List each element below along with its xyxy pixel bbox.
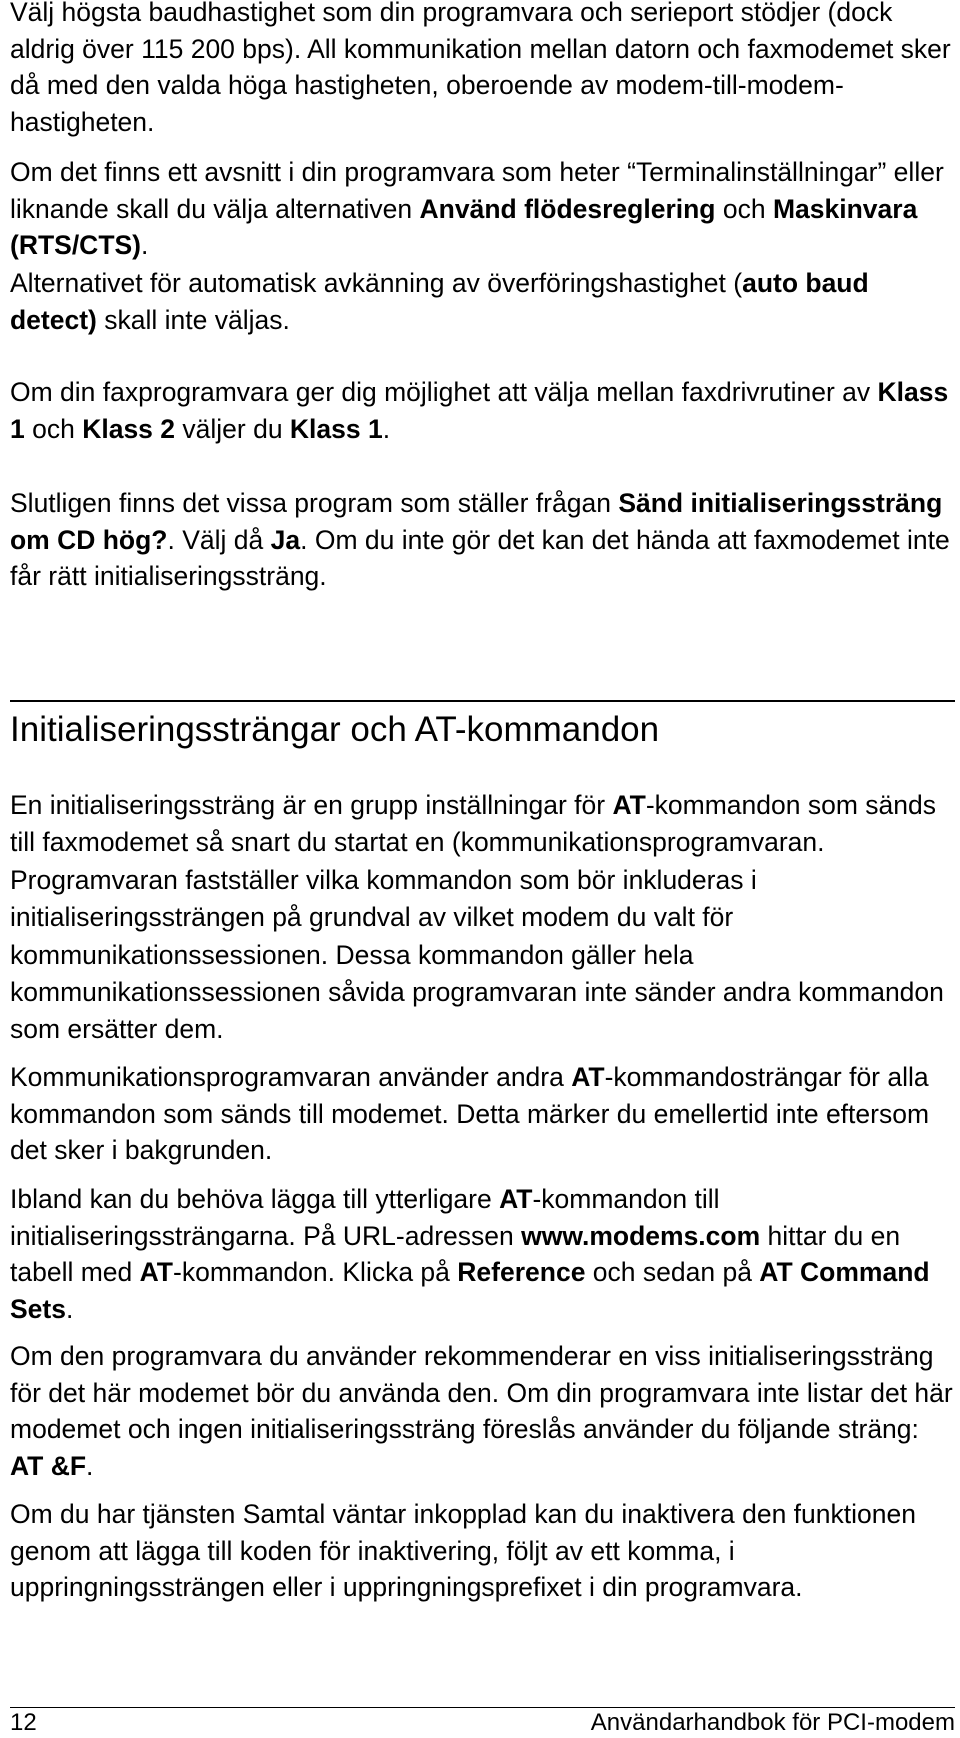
bold-term-url: www.modems.com (521, 1220, 761, 1251)
bold-term-at: AT (571, 1062, 605, 1092)
paragraph-fax-class (10, 374, 955, 447)
paragraph-auto-baud (10, 265, 955, 338)
bold-term-at-command-sets: AT Command Sets (10, 1257, 930, 1324)
paragraph-call-waiting (10, 1496, 955, 1606)
bold-term-flow-control: Använd flödesreglering (419, 193, 716, 224)
text: Slutligen finns det vissa program som ställer frågan (10, 488, 619, 518)
text: Om din faxprogramvara ger dig möjlighet att välja mellan faxdrivrutiner av (10, 377, 878, 407)
text: . Välj då (167, 524, 271, 555)
text: hittar du en tabell med (10, 1220, 901, 1287)
text: En initialiseringssträng är en grupp inställningar för (10, 790, 613, 820)
page-number: 12 (10, 1709, 37, 1736)
manual-title: Användarhandbok för PCI-modem (590, 1709, 955, 1736)
bold-term-at: AT (612, 790, 646, 820)
bold-term-at: AT (499, 1184, 533, 1214)
bold-term-at: AT (139, 1257, 173, 1287)
text: . (141, 230, 149, 260)
text: -kommandon. Klicka på (173, 1257, 458, 1287)
paragraph-recommended-init-string (10, 1338, 955, 1484)
bold-term-yes: Ja (270, 524, 301, 555)
text: Om det finns ett avsnitt i din programvara som heter “Terminalinställningar” eller liknande skall du välja alternativen (10, 157, 944, 224)
text: Alternativet för automatisk avkänning av överföringshastighet ( (10, 268, 743, 298)
paragraph-baud-rate (10, 0, 955, 140)
text: -kommandon som sänds till faxmodemet så snart du startat en (kommunikationsprogramvaran. Programvaran fastställer vilka kommandon som bör inkluderas i initialiseringssträngen på grundval av vilket modem du valt för kommunikationssessionen. Dessa kommandon gäller hela kommunikationssessionen såvida programvaran inte sänder andra kommandon som ersätter dem. (10, 790, 944, 1045)
paragraph-additional-at-commands (10, 1181, 955, 1327)
text: väljer du (175, 413, 290, 444)
text: och (715, 193, 773, 224)
text: . Om du inte gör det kan det hända att faxmodemet inte får rätt initialiseringssträng. (10, 524, 950, 591)
text: Ibland kan du behöva lägga till ytterligare (10, 1184, 500, 1214)
paragraph-terminal-settings (10, 154, 955, 264)
text: skall inte väljas. (96, 304, 290, 335)
bold-term-auto-baud-detect: auto baud detect) (10, 268, 869, 335)
text: -kommandosträngar för alla kommandon som sänds till modemet. Detta märker du emellertid inte eftersom det sker i bakgrunden. (10, 1062, 930, 1165)
page-footer (10, 1707, 955, 1738)
text: Om den programvara du använder rekommenderar en viss initialiseringssträng för det här modemet bör du använda den. Om din programvara inte listar det här modemet och ingen initialiseringssträng föreslås använder du följande sträng: (10, 1341, 953, 1444)
text: Kommunikationsprogramvaran använder andra (10, 1062, 572, 1092)
text: och sedan på (585, 1257, 760, 1287)
paragraph-init-string-cd (10, 485, 955, 595)
paragraph-init-string-definition (10, 787, 955, 1049)
bold-term-class-2: Klass 2 (82, 413, 176, 444)
bold-term-reference: Reference (457, 1257, 586, 1287)
text: Välj högsta baudhastighet som din programvara och serieport stödjer (dock aldrig över 115 200 bps). All kommunikation mellan datorn och faxmodemet sker då med den valda höga hastigheten, oberoende av modem-till-modem-hastigheten. (10, 0, 951, 137)
section-heading: Initialiseringssträngar och AT-kommandon (10, 710, 660, 749)
bold-term-send-init-string: Sänd initialiseringssträng om CD hög? (10, 488, 943, 555)
bold-term-class-1: Klass 1 (10, 377, 949, 444)
text: och (24, 413, 83, 444)
bold-term-class-1-choice: Klass 1 (289, 413, 383, 444)
text: . (382, 413, 391, 444)
bold-term-hardware-rts-cts: Maskinvara (RTS/CTS) (10, 193, 918, 260)
bold-term-at-f: AT &F (10, 1450, 87, 1481)
text: . (86, 1450, 94, 1481)
text: -kommandon till initialiseringssträngarna. På URL-adressen (10, 1184, 720, 1251)
text: . (65, 1293, 74, 1324)
section-divider (10, 700, 955, 702)
paragraph-at-command-strings (10, 1059, 955, 1169)
text: Om du har tjänsten Samtal väntar inkopplad kan du inaktivera den funktionen genom att lägga till koden för inaktivering, följt av ett komma, i uppringningssträngen eller i uppringningsprefixet i din programvara. (10, 1499, 916, 1602)
